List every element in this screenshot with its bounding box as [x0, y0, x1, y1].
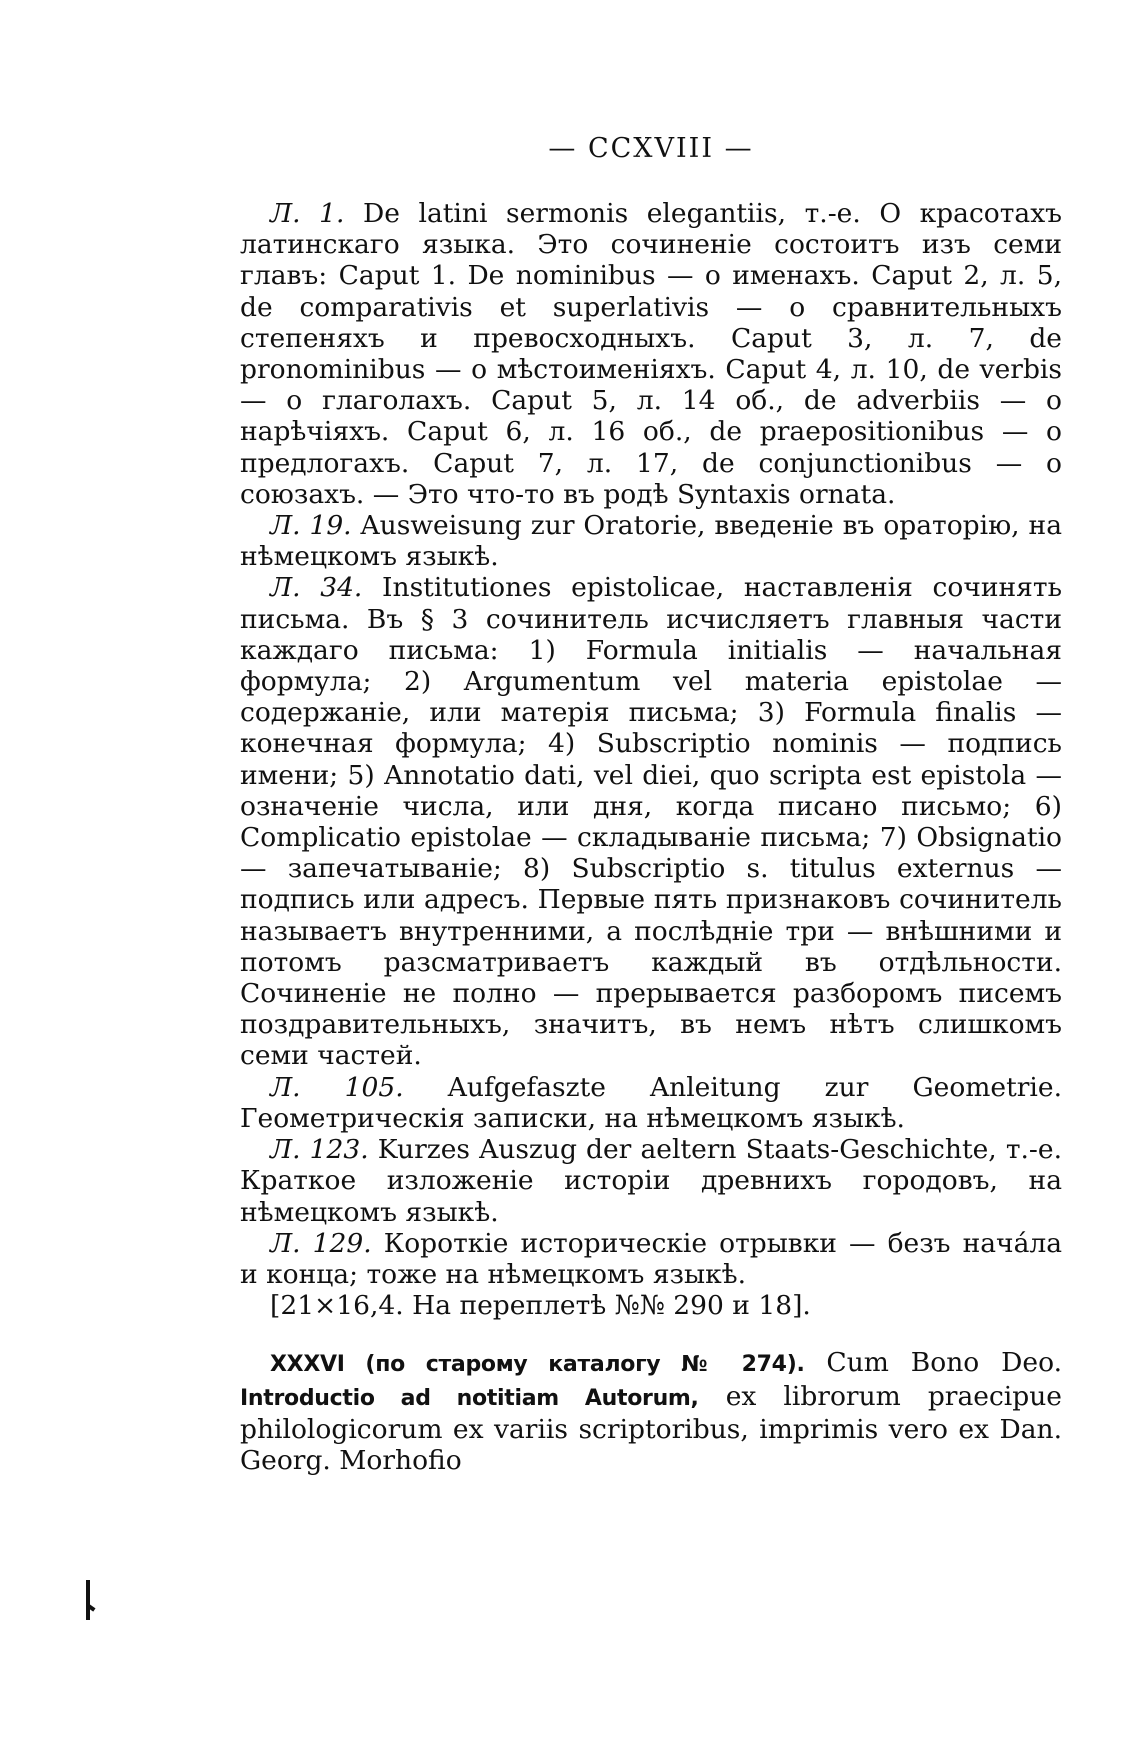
- entry-text: Короткіе историческіе отрывки — безъ начáла и конца; тоже на нѣмецкомъ языкѣ.: [240, 1227, 1062, 1290]
- entry-text: Ausweisung zur Oratorie, введеніе въ ораторію, на нѣмецкомъ языкѣ.: [240, 510, 1062, 573]
- next-manuscript-entry: [240, 1347, 1062, 1476]
- entry-text: Kurzes Auszug der aeltern Staats-Geschichte, т.-е. Краткое изложеніе исторіи древнихъ городовъ, на нѣмецкомъ языкѣ.: [240, 1134, 1062, 1228]
- entry-text: Aufgefaszte Anleitung zur Geometrie. Геометрическія записки, на нѣмецкомъ языкѣ.: [240, 1071, 1062, 1134]
- manuscript-heading: XXXVI (по старому каталогу № 274).: [270, 1352, 805, 1378]
- entry-text: Institutiones epistolicae, наставленія сочинять письма. Въ § 3 сочинитель исчисляетъ главныя части каждаго письма: 1) Formula initialis — начальная формула; 2) Argumentum vel materia epistolae — содержаніе, или матерія письма; 3) Formula finalis — конечная формула; 4) Subscriptio nominis — подпись имени; 5) Annotatio dati, vel diei, quo scripta est epistola — означеніе числа, или дня, когда писано письмо; 6) Complicatio epistolae — складываніе письма; 7) Obsignatio — запечатываніе; 8) Subscriptio s. titulus externus — подпись или адресъ. Первые пять признаковъ сочинитель называетъ внутренними, а послѣдніе три — внѣшними и потомъ разсматриваетъ каждый въ отдѣльности. Сочиненіе не полно — прерывается разборомъ писемъ поздравительныхъ, значитъ, въ немъ нѣтъ слишкомъ семи частей.: [240, 572, 1062, 1072]
- text-column: [240, 130, 1062, 1476]
- entry-folio-1: [240, 198, 1062, 510]
- entry-folio-19: [240, 510, 1062, 572]
- manuscript-text-a: Cum Bono Deo.: [804, 1347, 1062, 1379]
- manuscript-text-b: ex librorum praecipue philologicorum ex variis scriptoribus, imprimis vero ex Dan. Georg. Morhofio: [240, 1380, 1062, 1476]
- page-number: — CCXVIII —: [548, 133, 754, 164]
- entry-ref: Л. 105.: [270, 1071, 404, 1103]
- entry-folio-123: [240, 1134, 1062, 1228]
- entry-ref: Л. 123.: [270, 1134, 369, 1166]
- entry-text: De latini sermonis elegantiis, т.-е. О красотахъ латинскаго языка. Это сочиненіе состоитъ изъ семи главъ: Caput 1. De nominibus — о именахъ. Caput 2, л. 5, de comparativis et superlativis — о сравнительныхъ степеняхъ и превосходныхъ. Caput 3, л. 7, de pronominibus — о мѣстоименіяхъ. Caput 4, л. 10, de verbis — о глаголахъ. Caput 5, л. 14 об., de adverbiis — о нарѣчіяхъ. Caput 6, л. 16 об., de praepositionibus — о предлогахъ. Caput 7, л. 17, de conjunctionibus — о союзахъ. — Это что-то въ родѣ Syntaxis ornata.: [240, 198, 1063, 510]
- entry-ref: Л. 129.: [270, 1227, 372, 1259]
- entry-folio-34: [240, 572, 1062, 1071]
- entry-folio-105: [240, 1072, 1062, 1134]
- margin-mark: [86, 1580, 90, 1620]
- manuscript-title: Introductio ad notitiam Autorum,: [240, 1385, 699, 1411]
- entry-ref: Л. 34.: [270, 572, 363, 604]
- entry-folio-129: [240, 1228, 1062, 1290]
- entry-ref: Л. 19.: [270, 510, 352, 542]
- entry-ref: Л. 1.: [270, 198, 345, 229]
- dimensions-note: [21×16,4. На переплетѣ №№ 290 и 18].: [270, 1290, 811, 1322]
